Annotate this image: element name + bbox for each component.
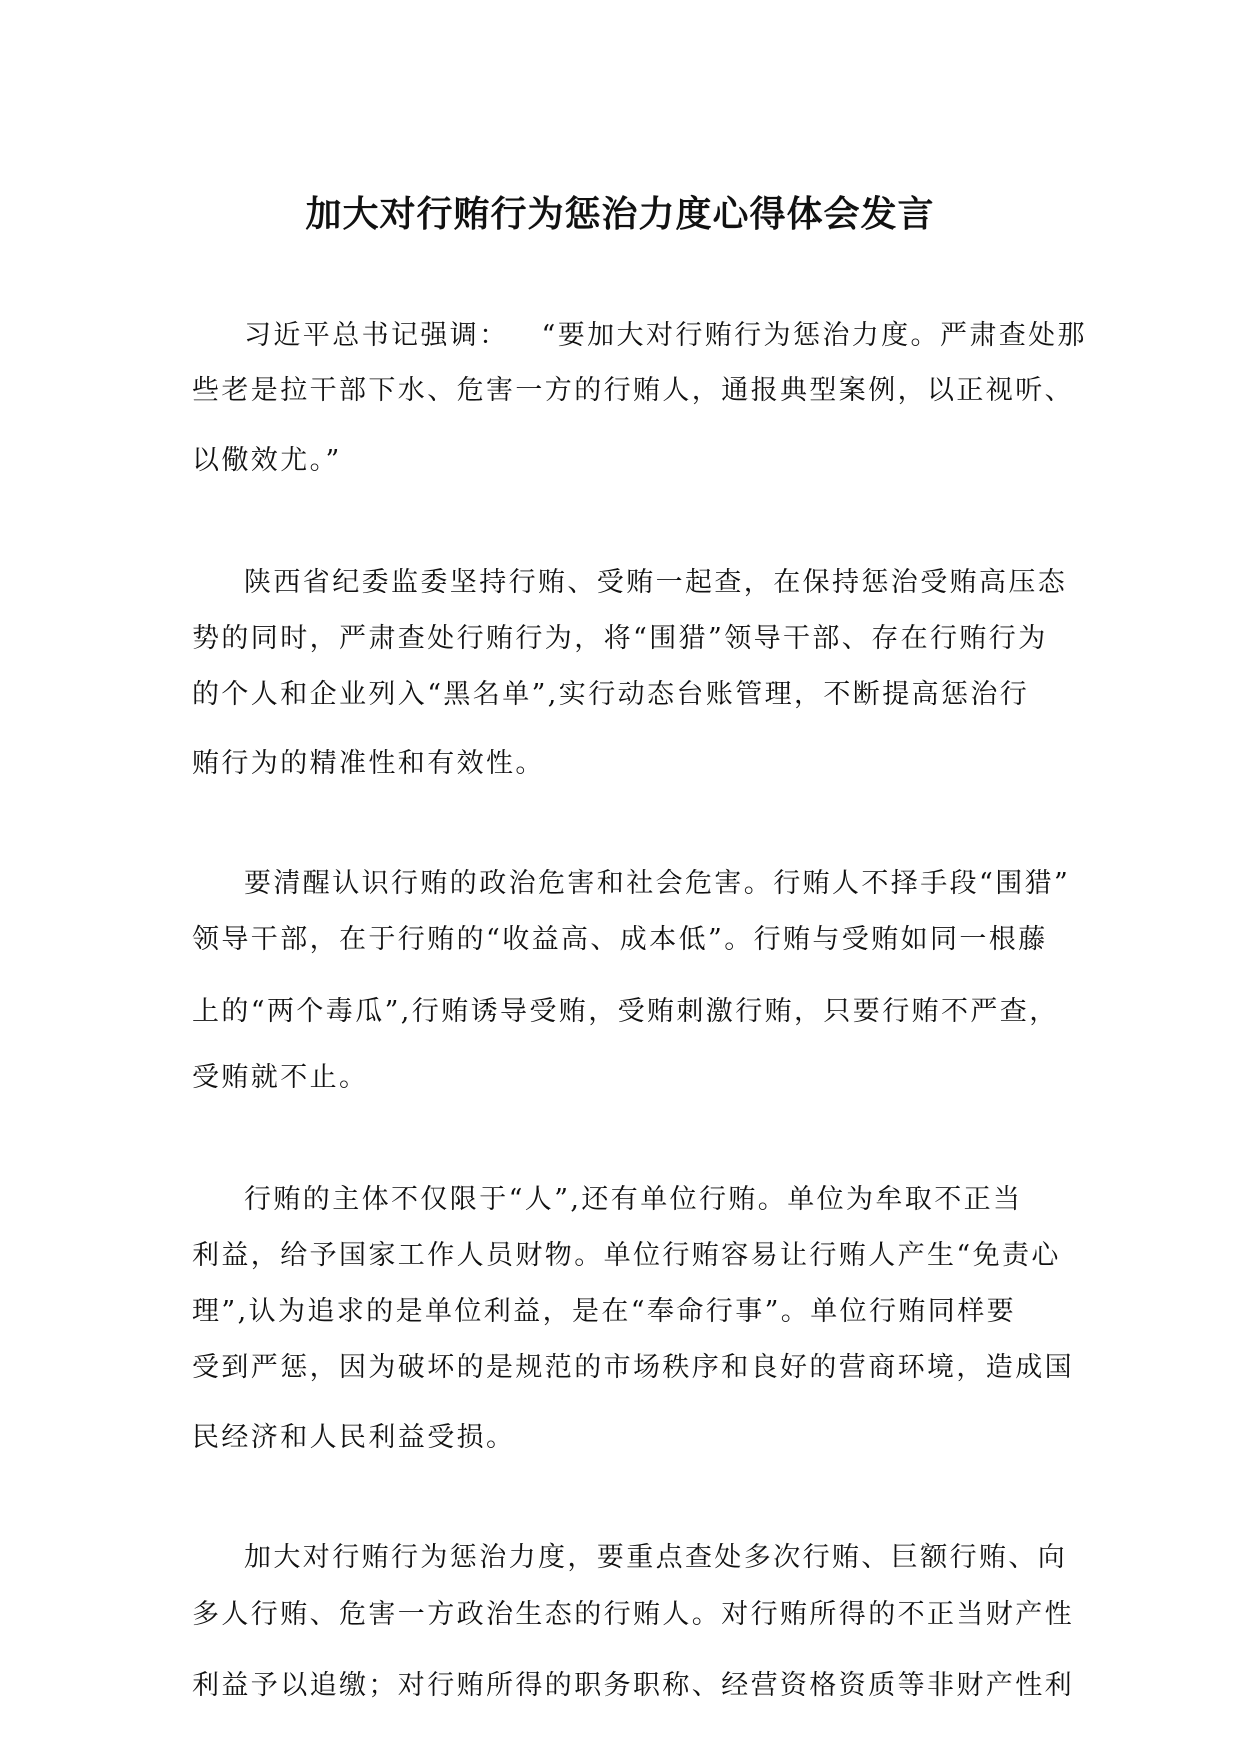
paragraph-1-line-3: 以儆效尤。” xyxy=(192,445,342,476)
paragraph-5-line-1: 加大对行贿行为惩治力度，要重点查处多次行贿、巨额行贿、向 xyxy=(244,1542,1068,1573)
paragraph-4-line-5: 民经济和人民利益受损。 xyxy=(192,1422,516,1453)
paragraph-2-line-4: 贿行为的精准性和有效性。 xyxy=(192,748,545,779)
paragraph-5-line-2: 多人行贿、危害一方政治生态的行贿人。对行贿所得的不正当财产性 xyxy=(192,1599,1074,1630)
paragraph-3-line-2: 领导干部，在于行贿的“收益高、成本低”。行贿与受贿如同一根藤 xyxy=(192,924,1048,955)
paragraph-2-line-1: 陕西省纪委监委坚持行贿、受贿一起查，在保持惩治受贿高压态 xyxy=(244,567,1068,598)
paragraph-4-line-3: 理”,认为追求的是单位利益，是在“奉命行事”。单位行贿同样要 xyxy=(192,1296,1016,1327)
document-title: 加大对行贿行为惩治力度心得体会发言 xyxy=(305,193,935,235)
paragraph-2-line-3: 的个人和企业列入“黑名单”,实行动态台账管理，不断提高惩治行 xyxy=(192,679,1030,710)
paragraph-5-line-3: 利益予以追缴；对行贿所得的职务职称、经营资格资质等非财产性利 xyxy=(192,1670,1074,1701)
paragraph-3-line-4: 受贿就不止。 xyxy=(192,1062,369,1093)
paragraph-4-line-4: 受到严惩，因为破坏的是规范的市场秩序和良好的营商环境，造成国 xyxy=(192,1352,1074,1383)
paragraph-3-line-3: 上的“两个毒瓜”,行贿诱导受贿，受贿刺激行贿，只要行贿不严查， xyxy=(192,996,1059,1027)
paragraph-3-line-1: 要清醒认识行贿的政治危害和社会危害。行贿人不择手段“围猎” xyxy=(244,868,1071,899)
paragraph-1-line-2: 些老是拉干部下水、危害一方的行贿人，通报典型案例，以正视听、 xyxy=(192,375,1074,406)
paragraph-4-line-1: 行贿的主体不仅限于“人”,还有单位行贿。单位为牟取不正当 xyxy=(244,1184,1023,1215)
paragraph-4-line-2: 利益，给予国家工作人员财物。单位行贿容易让行贿人产生“免责心 xyxy=(192,1240,1061,1271)
paragraph-2-line-2: 势的同时，严肃查处行贿行为，将“围猎”领导干部、存在行贿行为 xyxy=(192,623,1048,654)
paragraph-1-line-1: 习近平总书记强调： “要加大对行贿行为惩治力度。严肃查处那 xyxy=(244,320,1087,351)
